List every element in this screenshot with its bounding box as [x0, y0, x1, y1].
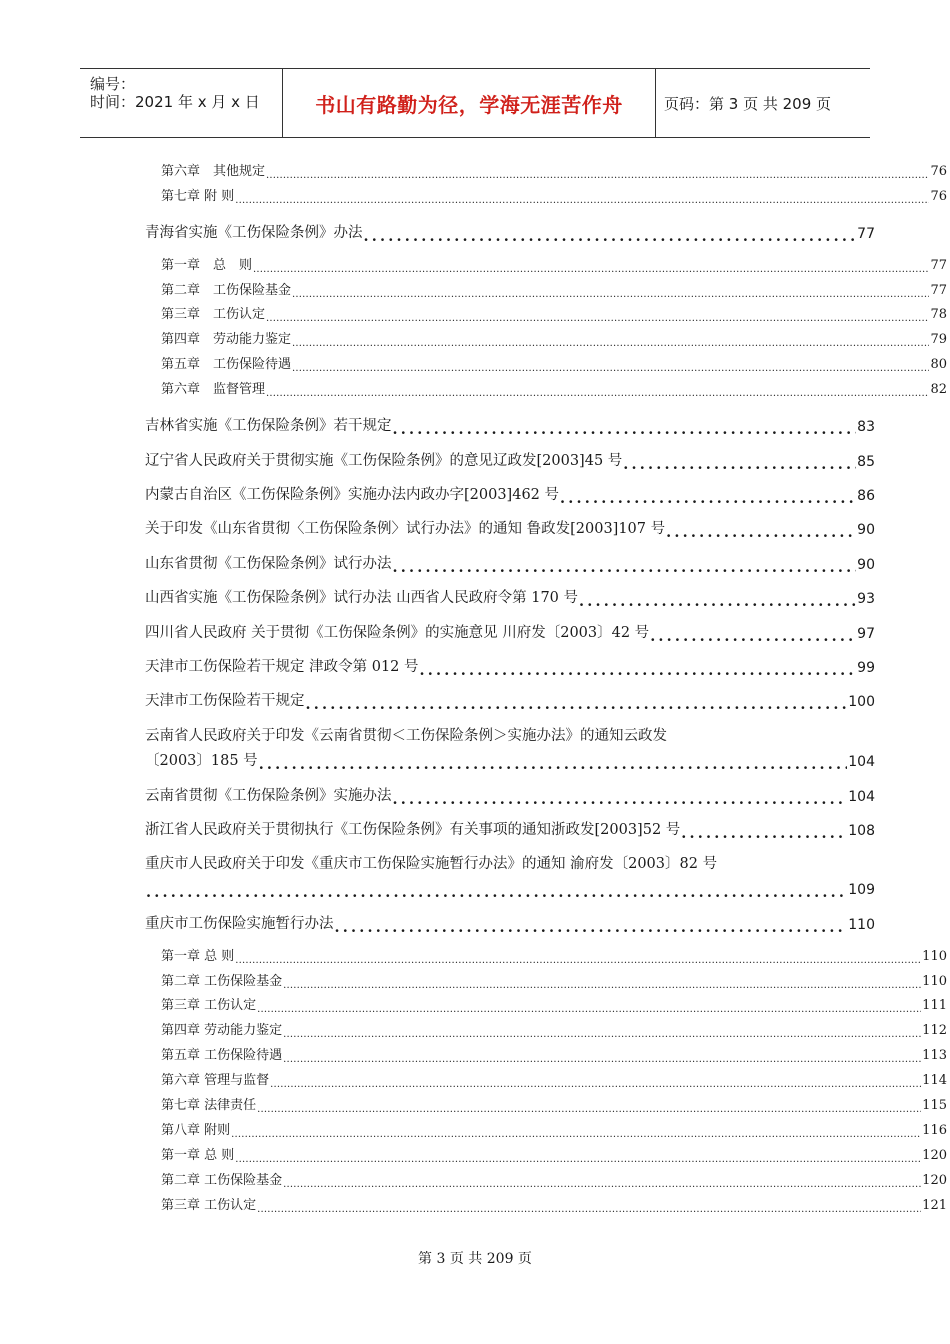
toc-leader-dots: [235, 951, 921, 964]
toc-entry-page: 114: [922, 1073, 947, 1088]
toc-leader-dots: [292, 285, 929, 298]
toc-leader-dots: [235, 1150, 921, 1163]
toc-entry-title: 第七章 法律责任: [161, 1098, 257, 1113]
toc-leader-dots: [681, 825, 847, 840]
toc-entry-title: 青海省实施《工伤保险条例》办法: [145, 225, 363, 241]
toc-leader-dots: [266, 384, 929, 397]
toc-entry-title: 内蒙古自治区《工伤保险条例》实施办法内政办字[2003]462 号: [145, 487, 559, 503]
toc-entry-title: 第一章 总 则: [161, 949, 235, 964]
toc-entry-page: 115: [922, 1098, 947, 1113]
toc-entry-title: 山西省实施《工伤保险条例》试行办法 山西省人民政府令第 170 号: [145, 590, 579, 606]
toc-leader-dots: [364, 228, 857, 243]
toc-leader-dots: [650, 628, 856, 643]
toc-entry-page: 79: [930, 332, 947, 347]
toc-leader-dots: [266, 166, 929, 179]
toc-entry-title: 第二章 工伤保险基金: [161, 283, 292, 298]
toc-entry-page: 90: [857, 557, 875, 573]
toc-entry[interactable]: [145, 220, 875, 242]
toc-entry-page: 108: [848, 823, 875, 839]
header-page-cell: [654, 69, 870, 137]
page-footer: 第 3 页 共 209 页: [418, 1251, 532, 1267]
toc-leader-dots: [306, 696, 848, 711]
toc-entry-page: 116: [922, 1123, 947, 1138]
toc-entry[interactable]: [161, 255, 947, 273]
toc-entry[interactable]: [145, 551, 875, 573]
toc-entry-page: 104: [848, 789, 875, 805]
toc-entry-title: 第四章 劳动能力鉴定: [161, 332, 292, 347]
toc-leader-dots: [259, 756, 848, 771]
toc-entry[interactable]: [161, 161, 947, 179]
toc-leader-dots: [235, 191, 929, 204]
toc-entry-title: 云南省贯彻《工伤保险条例》实施办法: [145, 788, 392, 804]
toc-entry[interactable]: [145, 413, 875, 435]
toc-entry-page: 110: [922, 949, 947, 964]
toc-leader-dots: [666, 524, 856, 539]
toc-entry-title: 第五章 工伤保险待遇: [161, 1048, 283, 1063]
document-date: 时间：2021 年 x 月 x 日: [90, 93, 260, 111]
toc-entry-page: 90: [857, 522, 875, 538]
toc-entry[interactable]: [145, 783, 875, 805]
header-motto-cell: [282, 69, 656, 137]
toc-entry-page: 112: [922, 1023, 947, 1038]
toc-entry[interactable]: [161, 1020, 947, 1038]
toc-entry-title: 吉林省实施《工伤保险条例》若干规定: [145, 418, 392, 434]
toc-entry-page: 104: [848, 754, 875, 770]
toc-entry-title: 第二章 工伤保险基金: [161, 974, 283, 989]
toc-entry-title: 重庆市工伤保险实施暂行办法: [145, 916, 334, 932]
toc-leader-dots: [283, 1175, 921, 1188]
toc-entry[interactable]: [161, 946, 947, 964]
toc-entry-title: 辽宁省人民政府关于贯彻实施《工伤保险条例》的意见辽政发[2003]45 号: [145, 453, 623, 469]
toc-entry-first-line[interactable]: 云南省人民政府关于印发《云南省贯彻＜工伤保险条例＞实施办法》的通知云政发: [145, 728, 667, 744]
toc-entry[interactable]: [161, 379, 947, 397]
toc-entry-title: 第二章 工伤保险基金: [161, 1173, 283, 1188]
toc-entry-page: 77: [930, 283, 947, 298]
document-number-label: 编号：: [90, 75, 136, 93]
toc-entry[interactable]: [161, 186, 947, 204]
toc-entry-page: 76: [930, 164, 947, 179]
toc-entry[interactable]: [161, 1170, 947, 1188]
toc-entry[interactable]: [145, 654, 875, 676]
toc-entry-title: 〔2003〕185 号: [145, 753, 258, 769]
toc-entry-title: 第一章 总 则: [161, 1148, 235, 1163]
toc-entry-page: 110: [922, 974, 947, 989]
toc-entry[interactable]: [161, 280, 947, 298]
toc-entry-page: 83: [857, 419, 875, 435]
toc-entry[interactable]: [161, 1120, 947, 1138]
toc-entry-page: 100: [848, 694, 875, 710]
toc-leader-dots: [283, 1050, 921, 1063]
header-page-number: 页码：第 3 页 共 209 页: [664, 94, 832, 113]
toc-entry-title: 第三章 工伤认定: [161, 1198, 257, 1213]
toc-entry-title: 第三章 工伤认定: [161, 307, 266, 322]
toc-entry[interactable]: [161, 995, 947, 1013]
motto-text: 书山有路勤为径，学海无涯苦作舟: [315, 92, 623, 117]
toc-leader-dots: [393, 421, 857, 436]
toc-leader-dots: [335, 919, 848, 934]
toc-entry[interactable]: [161, 1195, 947, 1213]
toc-leader-dots: [420, 662, 857, 677]
toc-entry-page: 78: [930, 307, 947, 322]
toc-entry[interactable]: [145, 688, 875, 710]
toc-entry-title: 第一章 总 则: [161, 258, 253, 273]
toc-entry[interactable]: [161, 329, 947, 347]
toc-entry-page: 77: [930, 258, 947, 273]
toc-entry-page: 97: [857, 626, 875, 642]
toc-leader-dots: [146, 884, 847, 899]
toc-entry-page: 113: [922, 1048, 947, 1063]
toc-leader-dots: [292, 334, 929, 347]
toc-entry[interactable]: [145, 620, 875, 642]
toc-entry-page: 77: [857, 226, 875, 242]
toc-leader-dots: [257, 1100, 921, 1113]
toc-entry[interactable]: [145, 516, 875, 538]
header-meta-cell: [80, 69, 282, 137]
toc-entry[interactable]: [161, 354, 947, 372]
toc-entry-title: 山东省贯彻《工伤保险条例》试行办法: [145, 556, 392, 572]
toc-entry-page: 86: [857, 488, 875, 504]
toc-entry-page: 121: [922, 1198, 947, 1213]
toc-entry-title: 第五章 工伤保险待遇: [161, 357, 292, 372]
toc-leader-dots: [257, 1200, 921, 1213]
toc-entry-page: 82: [930, 382, 947, 397]
toc-entry-title: 关于印发《山东省贯彻〈工伤保险条例〉试行办法》的通知 鲁政发[2003]107 号: [145, 521, 666, 537]
toc-leader-dots: [266, 309, 929, 322]
toc-leader-dots: [393, 791, 848, 806]
toc-entry-title: 第六章 管理与监督: [161, 1073, 270, 1088]
toc-entry-page: 76: [930, 189, 947, 204]
toc-entry-page: 99: [857, 660, 875, 676]
toc-entry-page: 109: [848, 882, 875, 898]
toc-entry-page: 80: [930, 357, 947, 372]
toc-entry[interactable]: [161, 1145, 947, 1163]
toc-leader-dots: [579, 593, 856, 608]
toc-entry[interactable]: [161, 1045, 947, 1063]
toc-entry[interactable]: [145, 817, 875, 839]
document-header: [80, 68, 870, 138]
toc-leader-dots: [292, 359, 929, 372]
toc-entry-title: 第八章 附则: [161, 1123, 231, 1138]
toc-entry[interactable]: [161, 1095, 947, 1113]
toc-entry-page: 120: [922, 1173, 947, 1188]
toc-entry-title: 第六章 监督管理: [161, 382, 266, 397]
toc-leader-dots: [253, 260, 929, 273]
toc-entry-title: 四川省人民政府 关于贯彻《工伤保险条例》的实施意见 川府发〔2003〕42 号: [145, 625, 650, 641]
toc-entry[interactable]: [161, 1070, 947, 1088]
toc-entry-title: 第三章 工伤认定: [161, 998, 257, 1013]
toc-entry-page: 111: [922, 998, 947, 1013]
toc-entry-title: 天津市工伤保险若干规定: [145, 693, 305, 709]
toc-entry-page: 110: [848, 917, 875, 933]
toc-entry-title: 浙江省人民政府关于贯彻执行《工伤保险条例》有关事项的通知浙政发[2003]52 号: [145, 822, 681, 838]
toc-entry-first-line[interactable]: 重庆市人民政府关于印发《重庆市工伤保险实施暂行办法》的通知 渝府发〔2003〕82 号: [145, 856, 718, 872]
toc-entry[interactable]: [145, 585, 875, 607]
toc-entry-page: 85: [857, 454, 875, 470]
toc-entry[interactable]: [145, 448, 875, 470]
toc-leader-dots: [283, 976, 921, 989]
toc-entry[interactable]: [145, 748, 875, 770]
toc-entry[interactable]: [161, 971, 947, 989]
toc-leader-dots: [623, 456, 856, 471]
toc-entry-title: 第四章 劳动能力鉴定: [161, 1023, 283, 1038]
toc-entry[interactable]: [145, 876, 875, 898]
toc-leader-dots: [560, 490, 856, 505]
toc-leader-dots: [257, 1000, 921, 1013]
toc-leader-dots: [270, 1075, 921, 1088]
toc-entry-page: 93: [857, 591, 875, 607]
toc-entry-title: 第六章 其他规定: [161, 164, 266, 179]
toc-entry-page: 120: [922, 1148, 947, 1163]
toc-entry[interactable]: [161, 304, 947, 322]
toc-leader-dots: [393, 559, 857, 574]
toc-leader-dots: [231, 1125, 921, 1138]
toc-entry[interactable]: [145, 911, 875, 933]
toc-entry-title: 第七章 附 则: [161, 189, 235, 204]
toc-leader-dots: [283, 1025, 921, 1038]
toc-entry-title: 天津市工伤保险若干规定 津政令第 012 号: [145, 659, 419, 675]
toc-entry[interactable]: [145, 482, 875, 504]
